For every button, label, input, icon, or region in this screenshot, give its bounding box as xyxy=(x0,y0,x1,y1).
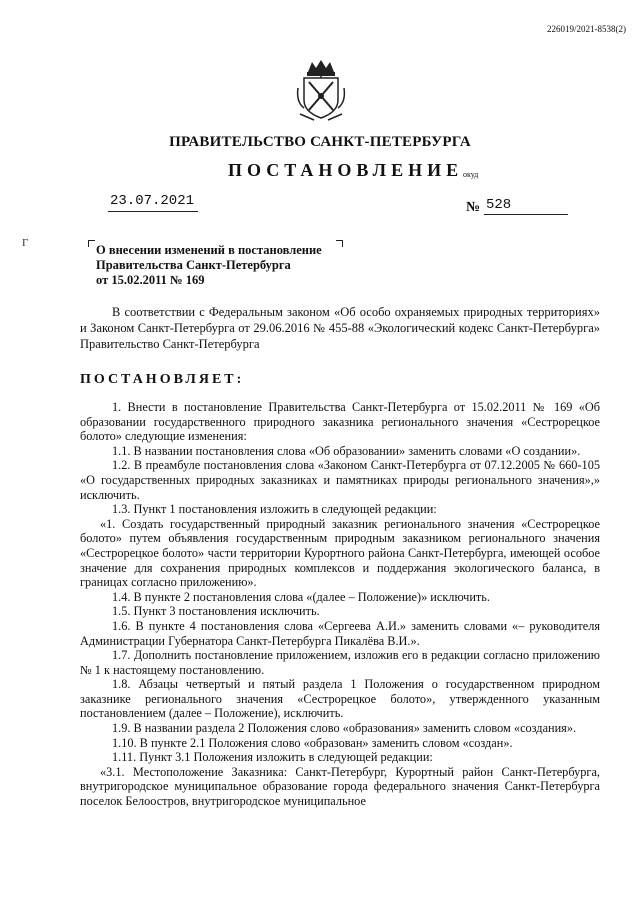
margin-mark: Г xyxy=(22,237,29,249)
paragraph: 1.5. Пункт 3 постановления исключить. xyxy=(112,604,320,619)
okud-label: окуд xyxy=(463,170,479,179)
document-number-value: 528 xyxy=(486,197,512,213)
paragraph: 1.6. В пункте 4 постановления слова «Сергеева А.И.» заменить словами «– руководителя Администрации Губернатора Санкт-Петербурга Пикалёва В.И.». xyxy=(80,618,600,648)
paragraph: 1.4. В пункте 2 постановления слова «(далее – Положение)» исключить. xyxy=(112,589,490,604)
paragraph: 1.8. Абзацы четвертый и пятый раздела 1 Положения о государственном природном заказнике регионального значения «Сестрорецкое болото», утвержденного указанным постановлением (далее – Положение), исключить. xyxy=(80,677,600,721)
paragraph: 1.10. В пункте 2.1 Положения слово «образован» заменить словом «создан». xyxy=(112,735,513,750)
document-date: 23.07.2021 xyxy=(110,193,195,209)
subject-bracket-left xyxy=(88,240,95,247)
paragraph: «3.1. Местоположение Заказника: Санкт-Петербург, Курортный район Санкт-Петербурга, внутригородское муниципальное образование города федерального значения Санкт-Петербурга поселок Белоостров, внутригородское муниципальное xyxy=(80,764,600,809)
paragraph: 1.2. В преамбуле постановления слова «Законом Санкт-Петербурга от 07.12.2005 № 660-105 «О государственных природных заказниках и памятниках природы регионального значения»,» исключить. xyxy=(80,458,600,502)
paragraph: 1.7. Дополнить постановление приложением, изложив его в редакции согласно приложению № 1 к настоящему постановлению. xyxy=(80,648,600,677)
resolves-heading: ПОСТАНОВЛЯЕТ: xyxy=(80,372,245,387)
subject-line: от 15.02.2011 № 169 xyxy=(96,273,205,287)
paragraph: 1.1. В названии постановления слова «Об образовании» заменить словами «О создании». xyxy=(112,443,581,458)
number-underline xyxy=(484,214,568,215)
number-label: № xyxy=(466,200,481,215)
paragraph: 1.9. В названии раздела 2 Положения слово «образования» заменить словом «создания». xyxy=(112,721,577,736)
document-subject xyxy=(96,243,346,288)
paragraph: 1. Внести в постановление Правительства Санкт-Петербурга от 15.02.2011 № 169 «Об образовании государственного природного заказника регионального значения «Сестрорецкое болото» следующие изменения: xyxy=(80,400,600,444)
document-body xyxy=(80,400,600,809)
government-title: ПРАВИТЕЛЬСТВО САНКТ-ПЕТЕРБУРГА xyxy=(169,134,471,150)
subject-line: Правительства Санкт-Петербурга xyxy=(96,258,291,272)
paragraph: 1.3. Пункт 1 постановления изложить в следующей редакции: xyxy=(112,502,437,517)
paragraph: 1.11. Пункт 3.1 Положения изложить в следующей редакции: xyxy=(112,750,433,765)
document-type-title: ПОСТАНОВЛЕНИЕ xyxy=(228,160,464,180)
paragraph: «1. Создать государственный природный заказник регионального значения «Сестрорецкое болото» путем объявления государственным природным заказником регионального значения «Сестрорецкое болото» части территории Курортного района Санкт-Петербурга, имеющей особое значение для сохранения природных комплексов и поддержания экологического баланса, в границах согласно приложению». xyxy=(80,516,600,590)
date-underline xyxy=(108,211,198,212)
preamble: В соответствии с Федеральным законом «Об особо охраняемых природных территориях» и Законом Санкт-Петербурга от 29.06.2016 № 455-88 «Экологический кодекс Санкт-Петербурга» Правительство Санкт-Петербурга xyxy=(80,305,600,351)
subject-line: О внесении изменений в постановление xyxy=(96,243,322,257)
saint-petersburg-coat-of-arms-icon xyxy=(294,58,348,122)
document-number: 226019/2021-8538(2) xyxy=(547,24,626,34)
